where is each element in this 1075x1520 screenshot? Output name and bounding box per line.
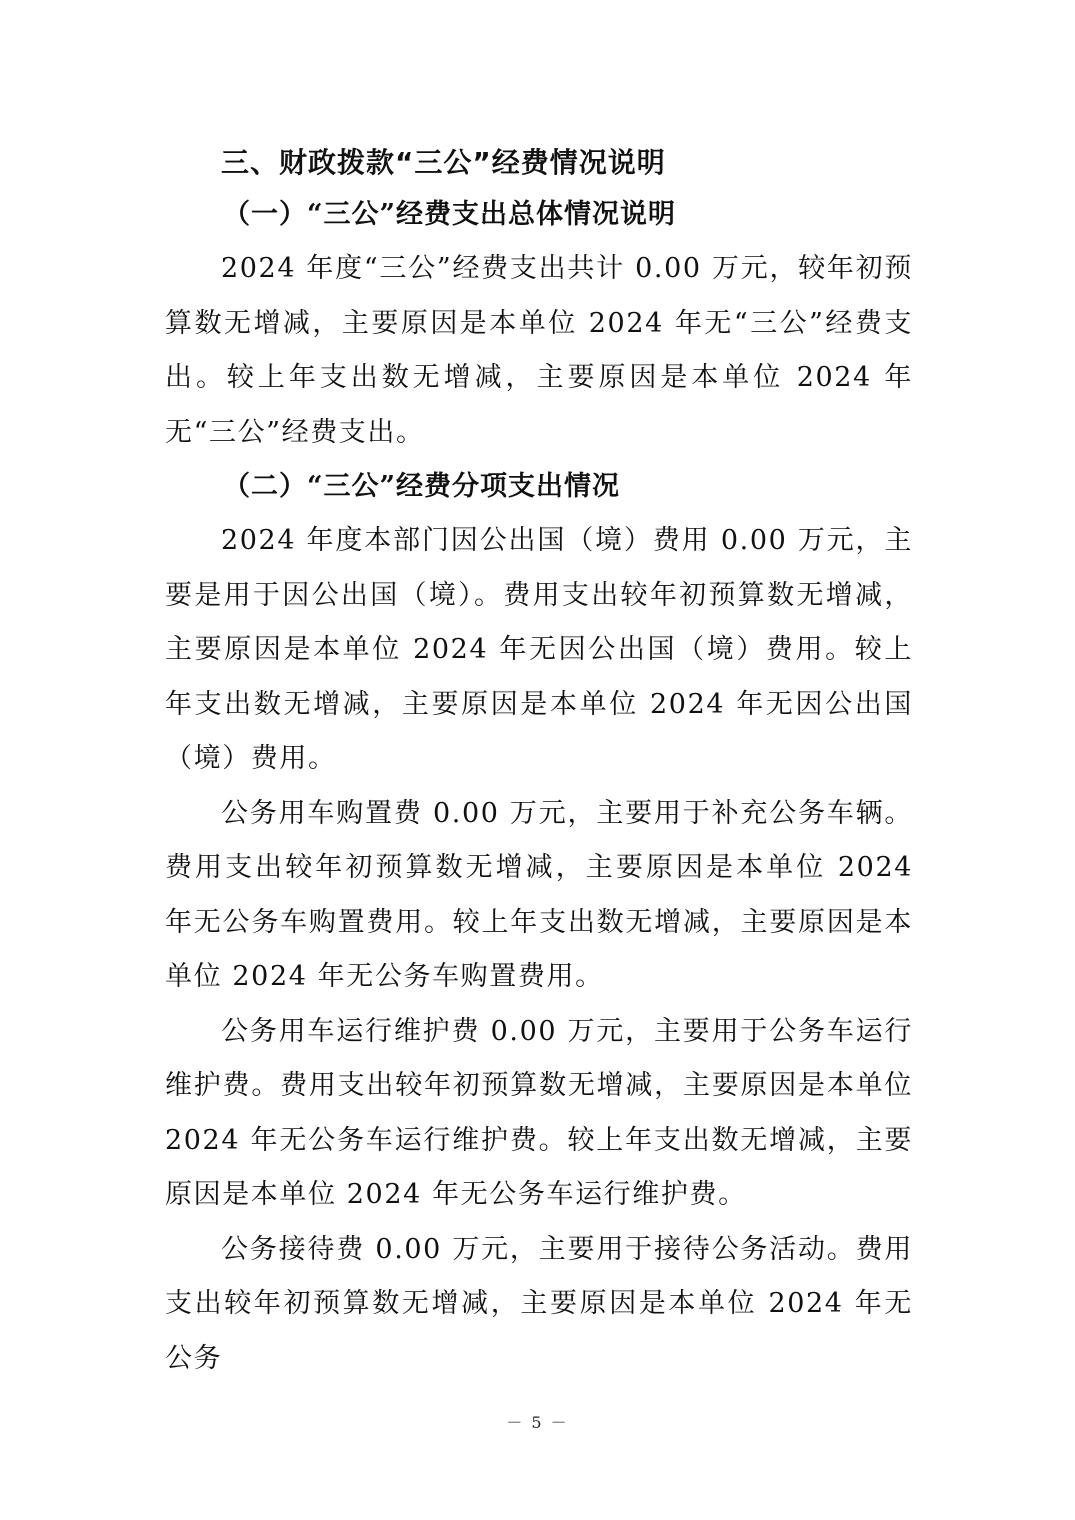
section-heading: 三、财政拨款“三公”经费情况说明: [221, 146, 666, 179]
page-number: － 5 －: [506, 1413, 569, 1432]
paragraph-overall: 2024 年度“三公”经费支出共计 0.00 万元，较年初预算数无增减，主要原因是本单位 2024 年无“三公”经费支出。较上年支出数无增减，主要原因是本单位 2024 年无“三公”经费支出。: [165, 253, 913, 448]
paragraph-reception: 公务接待费 0.00 万元，主要用于接待公务活动。费用支出较年初预算数无增减，主要原因是本单位 2024 年无公务: [165, 1233, 913, 1374]
page-content: [165, 138, 913, 1386]
paragraph-vehicle-maintenance: 公务用车运行维护费 0.00 万元，主要用于公务车运行维护费。费用支出较年初预算数无增减，主要原因是本单位 2024 年无公务车运行维护费。较上年支出数无增减，主要原因是本单位 2024 年无公务车运行维护费。: [165, 1015, 913, 1210]
paragraph-vehicle-purchase: 公务用车购置费 0.00 万元，主要用于补充公务车辆。费用支出较年初预算数无增减，主要原因是本单位 2024 年无公务车购置费用。较上年支出数无增减，主要原因是本单位 2024 年无公务车购置费用。: [165, 797, 913, 992]
subsection-heading-itemized: （二）“三公”经费分项支出情况: [223, 471, 621, 502]
subsection-heading-overall: （一）“三公”经费支出总体情况说明: [223, 199, 677, 230]
paragraph-overseas-travel: 2024 年度本部门因公出国（境）费用 0.00 万元，主要是用于因公出国（境）。费用支出较年初预算数无增减，主要原因是本单位 2024 年无因公出国（境）费用。较上年支出数无增减，主要原因是本单位 2024 年无因公出国（境）费用。: [165, 525, 913, 774]
